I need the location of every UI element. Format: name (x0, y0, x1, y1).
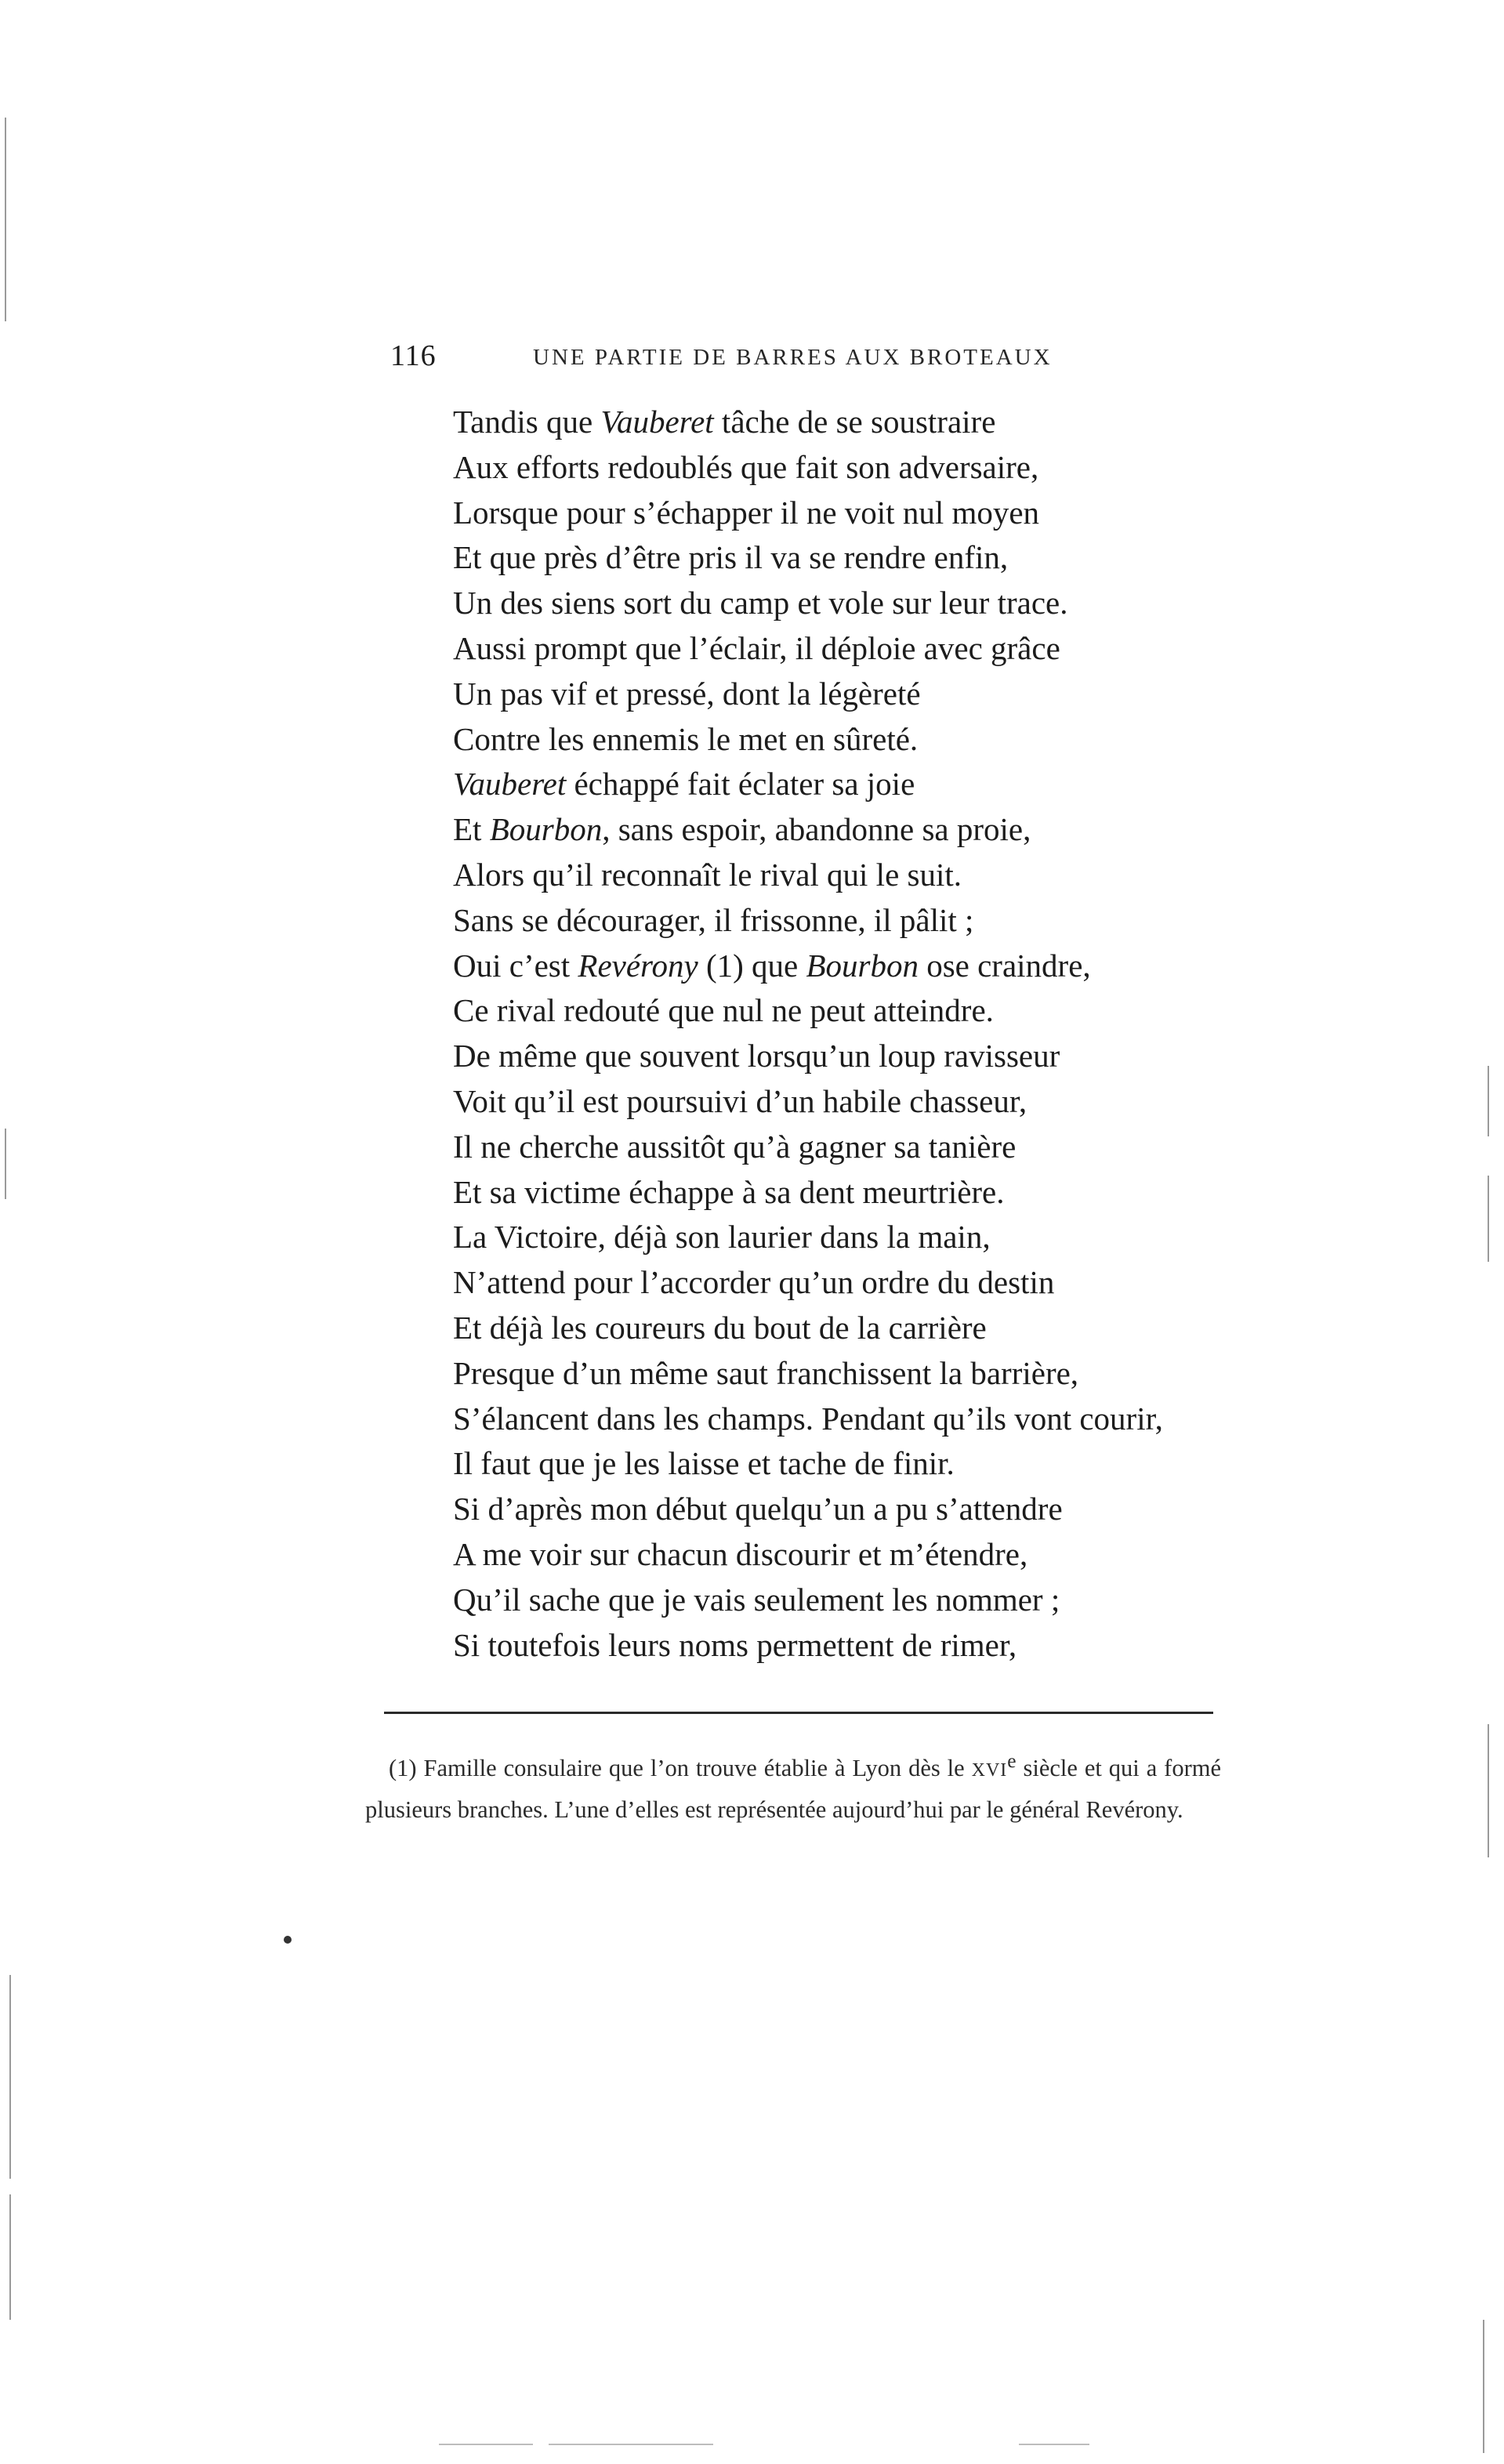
verse-line (453, 807, 1163, 853)
verse-text: Aux efforts redoublés que fait son adversaire, (453, 448, 1039, 485)
verse-line (453, 1578, 1163, 1623)
scan-dash (439, 2444, 533, 2445)
verse-line (453, 1487, 1163, 1532)
verse-text: Sans se décourager, il frissonne, il pâlit ; (453, 901, 974, 938)
verse-line (453, 1306, 1163, 1351)
verse-line (453, 1532, 1163, 1578)
scan-dash (549, 2444, 713, 2445)
verse-line (453, 762, 1163, 807)
verse-line (453, 1351, 1163, 1397)
verse-text: Qu’il sache que je vais seulement les nommer ; (453, 1581, 1060, 1618)
scan-edge-line (1488, 1724, 1489, 1857)
verse-line (453, 717, 1163, 763)
verse-line (453, 581, 1163, 626)
footnote-marker: (1) (389, 1755, 417, 1782)
verse-text: Et que près d’être pris il va se rendre enfin, (453, 539, 1009, 576)
verse-line (453, 672, 1163, 717)
verse-line (453, 853, 1163, 898)
verse-text: Et déjà les coureurs du bout de la carrière (453, 1309, 987, 1346)
verse-italic-name: Vauberet (453, 766, 567, 803)
verse-text: N’attend pour l’accorder qu’un ordre du destin (453, 1264, 1055, 1301)
verse-line (453, 988, 1163, 1034)
verse-line (453, 1623, 1163, 1669)
verse-line (453, 898, 1163, 944)
verse-text: A me voir sur chacun discourir et m’étendre, (453, 1535, 1028, 1572)
verse-italic-name: Bourbon (489, 811, 603, 848)
verse-text: Un pas vif et pressé, dont la légèreté (453, 675, 921, 712)
verse-line (453, 400, 1163, 445)
footnote-rule (384, 1712, 1213, 1714)
verse-italic-name: Revérony (578, 947, 698, 984)
footnote-text-before: Famille consulaire que l’on trouve établie à Lyon dès le (423, 1755, 972, 1782)
verse-text: De même que souvent lorsqu’un loup ravisseur (453, 1038, 1060, 1074)
scan-edge-line (5, 1129, 6, 1199)
page-number: 116 (390, 339, 437, 372)
scan-edge-line (1483, 2320, 1484, 2453)
verse-text: tâche de se soustraire (713, 404, 996, 440)
scan-dash (1019, 2444, 1089, 2445)
verse-text: Ce rival redouté que nul ne peut atteindre. (453, 992, 994, 1029)
verse-line (453, 1125, 1163, 1170)
verse-line (453, 445, 1163, 491)
verse-text: Et (453, 811, 490, 848)
verse-line (453, 1260, 1163, 1306)
verse-text: Il ne cherche aussitôt qu’à gagner sa tanière (453, 1128, 1017, 1165)
verse-line (453, 1215, 1163, 1260)
verse-text: (1) que (698, 947, 806, 984)
verse-text: Oui c’est (453, 947, 578, 984)
footnote-century-suffix: e (1007, 1750, 1017, 1772)
verse-line (453, 1079, 1163, 1125)
verse-italic-name: Vauberet (600, 404, 714, 440)
verse-text: Voit qu’il est poursuivi d’un habile chasseur, (453, 1082, 1027, 1119)
verse-text: Un des siens sort du camp et vole sur leur trace. (453, 585, 1068, 621)
verse-text: ose craindre, (918, 947, 1091, 984)
verse-text: Contre les ennemis le met en sûreté. (453, 720, 919, 757)
verse-line (453, 535, 1163, 581)
verse-text: Si d’après mon début quelqu’un a pu s’attendre (453, 1491, 1063, 1527)
verse-line (453, 944, 1163, 989)
verse-line (453, 1170, 1163, 1216)
verse-line (453, 1034, 1163, 1079)
verse-text: Et sa victime échappe à sa dent meurtrière. (453, 1173, 1005, 1210)
verse-text: La Victoire, déjà son laurier dans la main, (453, 1219, 991, 1256)
verse-line (453, 626, 1163, 672)
verse-text: S’élancent dans les champs. Pendant qu’ils vont courir, (453, 1400, 1163, 1437)
footnote-text-after: siècle et qui a formé plusieurs branches. L’une d’elles est représentée aujourd’hui par le général Revérony. (365, 1755, 1221, 1824)
scan-edge-line (5, 118, 6, 321)
footnote-text (365, 1741, 1221, 1829)
verse-text: Tandis que (453, 404, 601, 440)
verse-text: Lorsque pour s’échapper il ne voit nul moyen (453, 494, 1040, 531)
verse-text: Il faut que je les laisse et tache de finir. (453, 1445, 955, 1482)
verse-text: Presque d’un même saut franchissent la barrière, (453, 1354, 1079, 1391)
ink-dot (284, 1936, 292, 1944)
scan-edge-line (1488, 1176, 1489, 1262)
scan-edge-line (1488, 1066, 1489, 1136)
verse-line (453, 1441, 1163, 1487)
scan-edge-line (9, 2194, 11, 2320)
footnote (365, 1741, 1221, 1829)
running-title: UNE PARTIE DE BARRES AUX BROTEAUX (533, 345, 1053, 370)
verse-text: Alors qu’il reconnaît le rival qui le suit. (453, 856, 962, 893)
verse-text: Si toutefois leurs noms permettent de rimer, (453, 1626, 1017, 1663)
verse-text: échappé fait éclater sa joie (566, 766, 915, 803)
verse-line (453, 1397, 1163, 1442)
scan-edge-line (9, 1975, 11, 2179)
verse-text: , sans espoir, abandonne sa proie, (602, 811, 1031, 848)
poem (453, 400, 1163, 1668)
footnote-century: XVI (971, 1760, 1008, 1781)
verse-text: Aussi prompt que l’éclair, il déploie avec grâce (453, 629, 1060, 666)
verse-line (453, 491, 1163, 536)
verse-italic-name: Bourbon (806, 947, 919, 984)
